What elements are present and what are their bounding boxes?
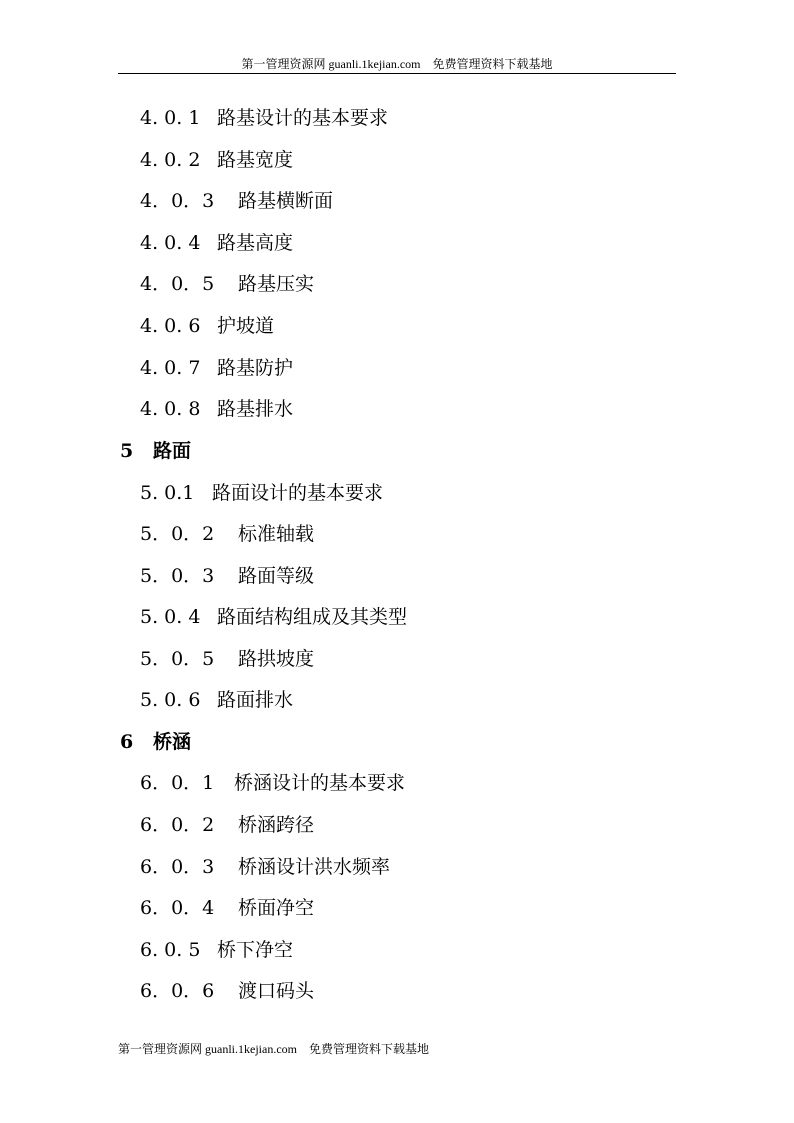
section-number: 4. 0. 7 — [140, 357, 201, 379]
section-title: 路拱坡度 — [238, 648, 315, 670]
section-number: 6．0．2 — [140, 814, 215, 836]
toc-entry — [140, 896, 314, 920]
section-number: 4. 0. 8 — [140, 398, 201, 420]
section-title: 渡口码头 — [238, 980, 315, 1002]
toc-entry — [140, 356, 293, 380]
chapter-heading — [120, 439, 191, 463]
section-number: 6．0．1 — [140, 772, 215, 794]
section-number: 5．0．2 — [140, 523, 215, 545]
toc-entry — [140, 397, 293, 421]
page-header: 第一管理资源网 guanli.1kejian.com 免费管理资料下载基地 — [241, 57, 553, 71]
section-title: 路基防护 — [217, 357, 294, 379]
toc-entry — [140, 813, 314, 837]
page-footer: 第一管理资源网 guanli.1kejian.com 免费管理资料下载基地 — [118, 1042, 429, 1056]
section-title: 路面结构组成及其类型 — [217, 606, 408, 628]
toc-entry — [140, 148, 293, 172]
section-title: 桥涵跨径 — [238, 814, 315, 836]
section-title: 桥下净空 — [217, 939, 294, 961]
section-number: 4. 0. 4 — [140, 232, 201, 254]
section-number: 5．0．5 — [140, 648, 215, 670]
toc-entry — [140, 272, 314, 296]
toc-entry — [140, 979, 314, 1003]
section-number: 4．0．3 — [140, 190, 215, 212]
section-title: 路面排水 — [217, 689, 294, 711]
section-title: 路基压实 — [238, 273, 315, 295]
section-title: 桥涵设计的基本要求 — [234, 772, 406, 794]
section-number: 5. 0.1 — [140, 482, 195, 504]
section-title: 路基宽度 — [217, 149, 294, 171]
toc-entry — [140, 481, 383, 505]
section-number: 6．0．4 — [140, 897, 215, 919]
section-title: 标准轴载 — [238, 523, 315, 545]
section-number: 6．0．6 — [140, 980, 215, 1002]
toc-entry — [140, 938, 293, 962]
section-number: 5. 0. 6 — [140, 689, 201, 711]
section-number: 5. 0. 4 — [140, 606, 201, 628]
toc-entry — [140, 189, 333, 213]
toc-entry — [140, 771, 405, 795]
section-number: 4. 0. 2 — [140, 149, 201, 171]
section-title: 桥面净空 — [238, 897, 315, 919]
toc-entry — [140, 564, 314, 588]
toc-entry — [140, 522, 314, 546]
chapter-title: 路面 — [153, 440, 192, 462]
toc-entry — [140, 231, 293, 255]
section-title: 路基设计的基本要求 — [217, 107, 389, 129]
chapter-number: 5 — [120, 440, 134, 462]
toc-entry — [140, 605, 407, 629]
section-title: 路面设计的基本要求 — [212, 482, 384, 504]
section-title: 路面等级 — [238, 565, 315, 587]
section-number: 4. 0. 1 — [140, 107, 201, 129]
section-title: 路基排水 — [217, 398, 294, 420]
section-title: 护坡道 — [217, 315, 275, 337]
toc-entry — [140, 314, 274, 338]
section-number: 5．0．3 — [140, 565, 215, 587]
section-number: 4. 0. 6 — [140, 315, 201, 337]
toc-entry — [140, 106, 388, 130]
toc-entry — [140, 688, 293, 712]
section-number: 6．0．3 — [140, 856, 215, 878]
chapter-title: 桥涵 — [153, 731, 192, 753]
chapter-number: 6 — [120, 731, 134, 753]
toc-entry — [140, 855, 390, 879]
section-number: 6. 0. 5 — [140, 939, 201, 961]
section-title: 路基横断面 — [238, 190, 334, 212]
chapter-heading — [120, 730, 191, 754]
section-title: 路基高度 — [217, 232, 294, 254]
section-number: 4．0．5 — [140, 273, 215, 295]
section-title: 桥涵设计洪水频率 — [238, 856, 391, 878]
toc-entry — [140, 647, 314, 671]
